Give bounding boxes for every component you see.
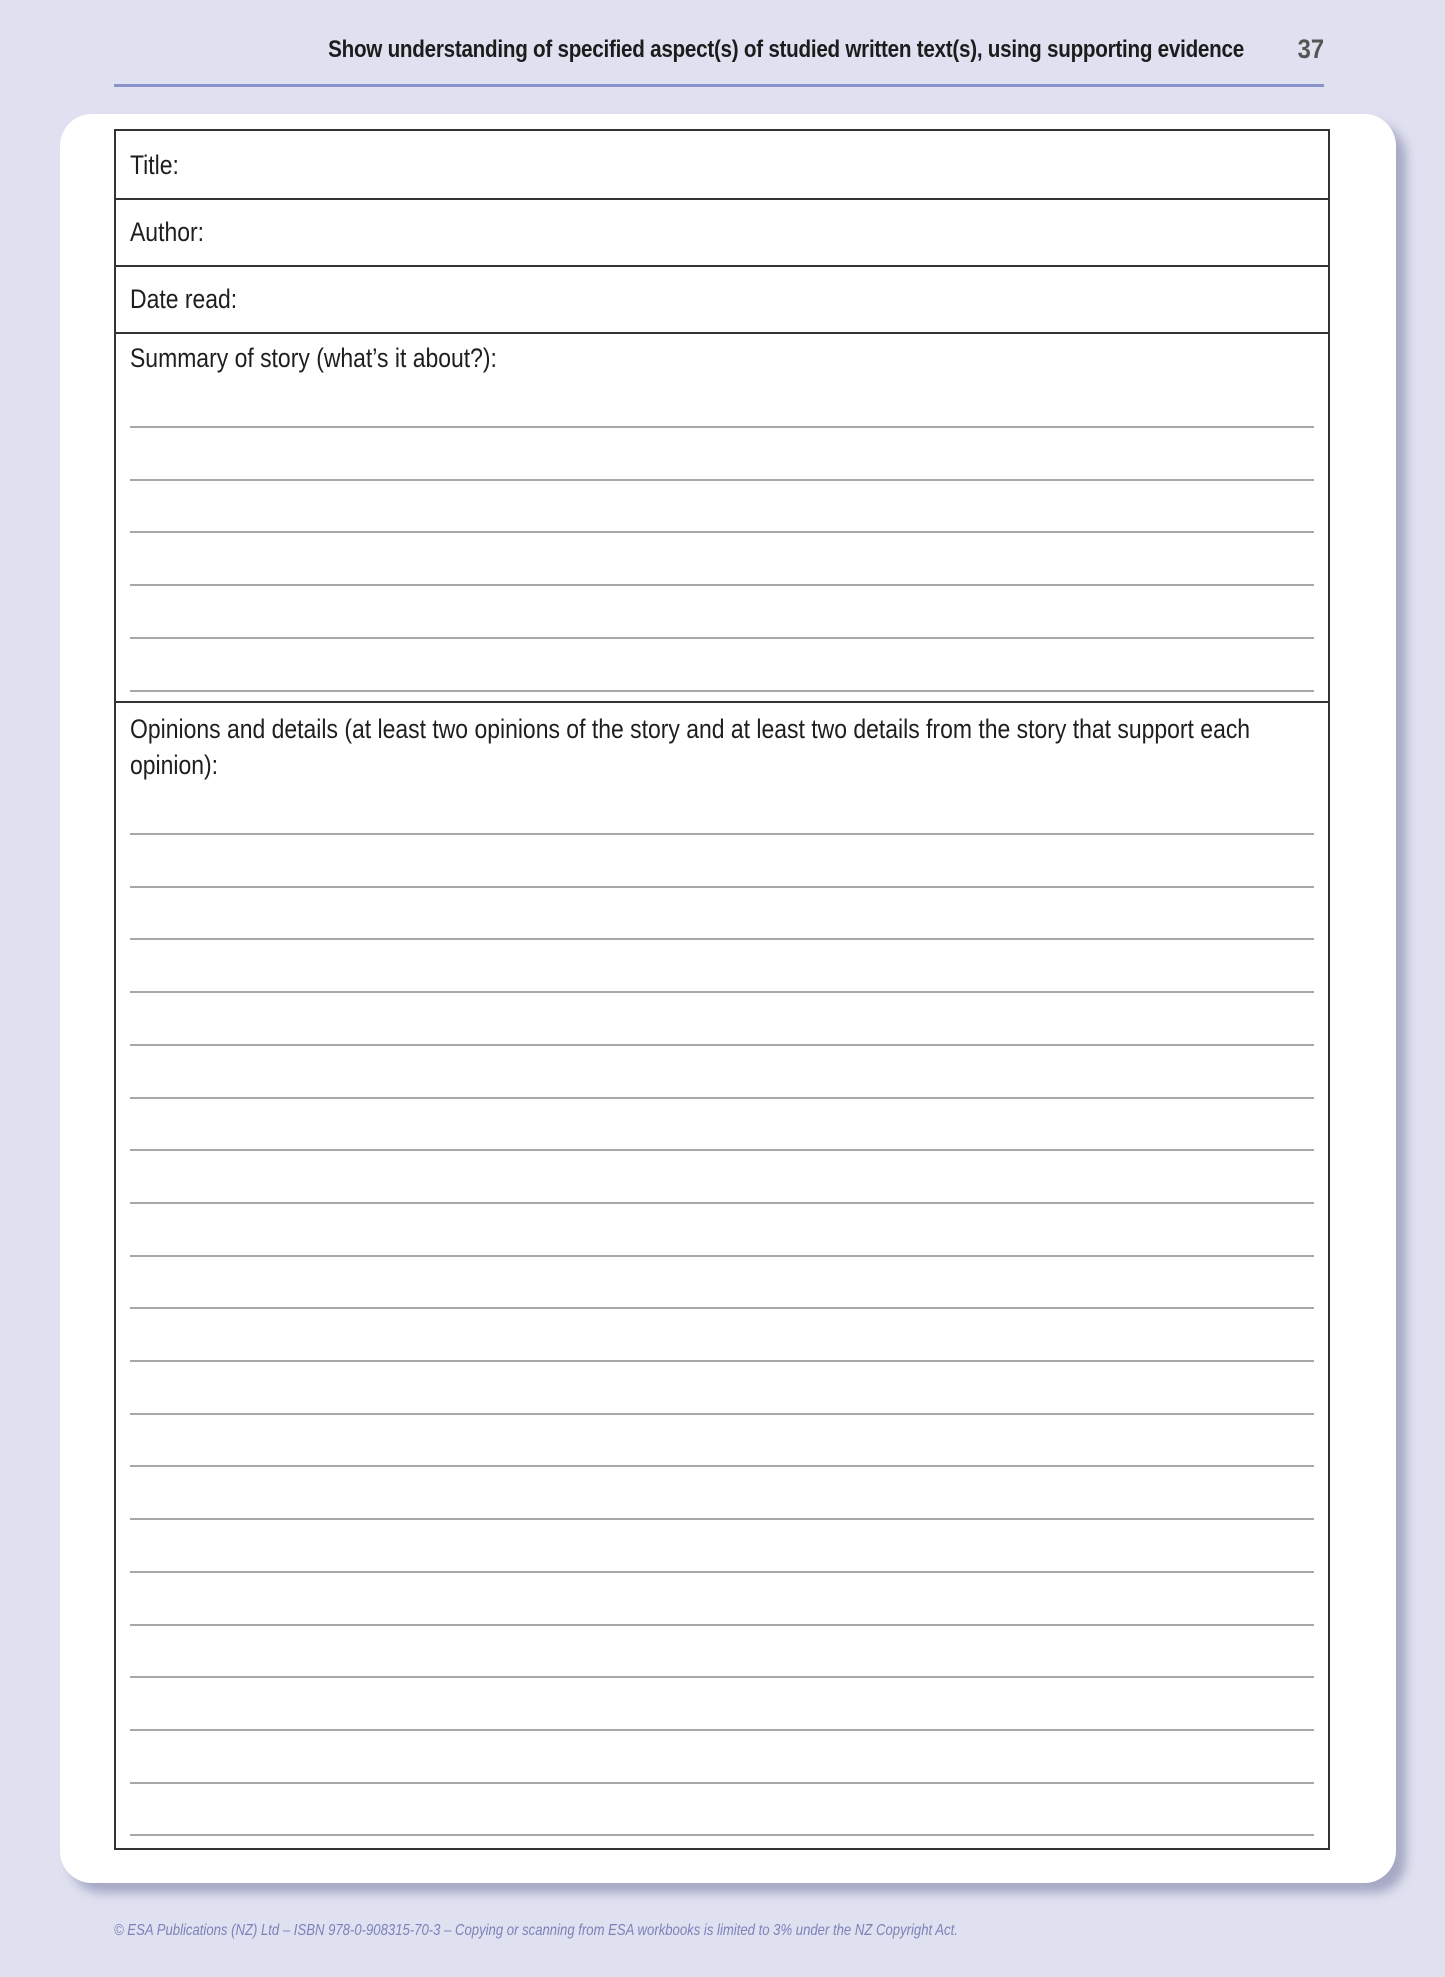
writing-line <box>130 1044 1314 1046</box>
opinions-label: Opinions and details (at least two opinions of the story and at least two details from the story that support each opinion): <box>130 714 1251 780</box>
writing-line <box>130 690 1314 692</box>
writing-line <box>130 1676 1314 1678</box>
writing-line <box>130 886 1314 888</box>
writing-line <box>130 1149 1314 1151</box>
writing-line <box>130 1202 1314 1204</box>
writing-line <box>130 1360 1314 1362</box>
page-title: Show understanding of specified aspect(s) of studied written text(s), using supporting evidence <box>328 36 1244 63</box>
date-read-field[interactable] <box>116 265 1328 334</box>
writing-line <box>130 584 1314 586</box>
opinions-field[interactable] <box>116 701 1328 1850</box>
writing-line <box>130 833 1314 835</box>
reading-log-form <box>114 129 1330 1850</box>
copyright-footer: © ESA Publications (NZ) Ltd – ISBN 978-0-908315-70-3 – Copying or scanning from ESA workbooks is limited to 3% under the NZ Copyright Act. <box>114 1922 958 1939</box>
writing-line <box>130 1518 1314 1520</box>
page-number: 37 <box>1297 34 1324 64</box>
summary-field[interactable] <box>116 332 1328 703</box>
writing-line <box>130 479 1314 481</box>
title-field[interactable] <box>116 131 1328 200</box>
date-read-label: Date read: <box>130 284 238 314</box>
summary-label: Summary of story (what’s it about?): <box>130 343 497 373</box>
writing-line <box>130 426 1314 428</box>
writing-line <box>130 637 1314 639</box>
title-label: Title: <box>130 150 179 180</box>
writing-line <box>130 938 1314 940</box>
writing-line <box>130 1413 1314 1415</box>
author-label: Author: <box>130 217 205 247</box>
writing-line <box>130 1255 1314 1257</box>
writing-line <box>130 1834 1314 1836</box>
writing-line <box>130 1465 1314 1467</box>
writing-line <box>130 1097 1314 1099</box>
author-field[interactable] <box>116 198 1328 267</box>
page-header <box>114 28 1324 87</box>
writing-line <box>130 1729 1314 1731</box>
writing-line <box>130 1624 1314 1626</box>
writing-line <box>130 1307 1314 1309</box>
writing-line <box>130 531 1314 533</box>
writing-line <box>130 1571 1314 1573</box>
writing-line <box>130 1782 1314 1784</box>
writing-line <box>130 991 1314 993</box>
